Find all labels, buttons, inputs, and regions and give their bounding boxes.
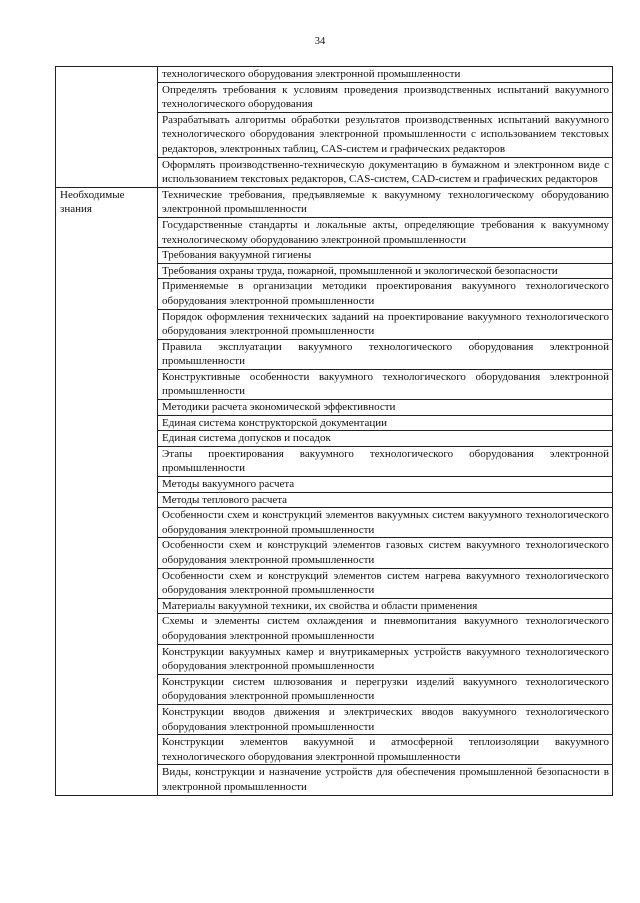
table-cell: Правила эксплуатации вакуумного технологического оборудования электронной промышленности: [158, 339, 613, 369]
table-cell: Единая система допусков и посадок: [158, 431, 613, 447]
table-cell: Материалы вакуумной техники, их свойства и области применения: [158, 598, 613, 614]
page-number: 34: [314, 36, 326, 47]
table-cell: Конструктивные особенности вакуумного технологического оборудования электронной промышленности: [158, 369, 613, 399]
table-cell: Конструкции систем шлюзования и перегрузки изделий вакуумного технологического оборудования электронной промышленности: [158, 674, 613, 704]
table-cell: Особенности схем и конструкций элементов газовых систем вакуумного технологического оборудования электронной промышленности: [158, 538, 613, 568]
table-cell: Виды, конструкции и назначение устройств для обеспечения промышленной безопасности в электронной промышленности: [158, 765, 613, 795]
table-cell: Единая система конструкторской документации: [158, 415, 613, 431]
table-cell: Государственные стандарты и локальные акты, определяющие требования к вакуумному технологическому оборудованию электронной промышленности: [158, 217, 613, 247]
section-label: [56, 67, 158, 188]
table-cell: Конструкции элементов вакуумной и атмосферной теплоизоляции вакуумного технологического оборудования электронной промышленности: [158, 735, 613, 765]
table-cell: Методы теплового расчета: [158, 492, 613, 508]
table-row: [56, 187, 613, 217]
table-cell: Оформлять производственно-техническую документацию в бумажном и электронном виде с использованием текстовых редакторов, CAS-систем, CAD-систем и графических редакторов: [158, 157, 613, 187]
table-cell: Этапы проектирования вакуумного технологического оборудования электронной промышленности: [158, 446, 613, 476]
requirements-table-body: [56, 67, 613, 796]
table-cell: Порядок оформления технических заданий на проектирование вакуумного технологического оборудования электронной промышленности: [158, 309, 613, 339]
table-cell: Технические требования, предъявляемые к вакуумному технологическому оборудованию электронной промышленности: [158, 187, 613, 217]
table-cell: Требования вакуумной гигиены: [158, 248, 613, 264]
table-cell: Особенности схем и конструкций элементов систем нагрева вакуумного технологического оборудования электронной промышленности: [158, 568, 613, 598]
table-cell: Определять требования к условиям проведения производственных испытаний вакуумного технологического оборудования: [158, 82, 613, 112]
table-cell: Методы вакуумного расчета: [158, 477, 613, 493]
table-cell: Требования охраны труда, пожарной, промышленной и экологической безопасности: [158, 263, 613, 279]
table-cell: Разрабатывать алгоритмы обработки результатов производственных испытаний вакуумного технологического оборудования электронной промышленности с использованием текстовых редакторов, электронных таблиц, CAS-систем и графических редакторов: [158, 112, 613, 157]
table-cell: технологического оборудования электронной промышленности: [158, 67, 613, 83]
table-cell: Схемы и элементы систем охлаждения и пневмопитания вакуумного технологического оборудования электронной промышленности: [158, 614, 613, 644]
table-cell: Применяемые в организации методики проектирования вакуумного технологического оборудования электронной промышленности: [158, 279, 613, 309]
table-cell: Методики расчета экономической эффективности: [158, 400, 613, 416]
table-row: [56, 67, 613, 83]
table-cell: Конструкции вводов движения и электрических вводов вакуумного технологического оборудования электронной промышленности: [158, 704, 613, 734]
section-label: Необходимые знания: [56, 187, 158, 795]
table-cell: Особенности схем и конструкций элементов вакуумных систем вакуумного технологического оборудования электронной промышленности: [158, 508, 613, 538]
table-cell: Конструкции вакуумных камер и внутрикамерных устройств вакуумного технологического оборудования электронной промышленности: [158, 644, 613, 674]
requirements-table: [55, 66, 613, 796]
